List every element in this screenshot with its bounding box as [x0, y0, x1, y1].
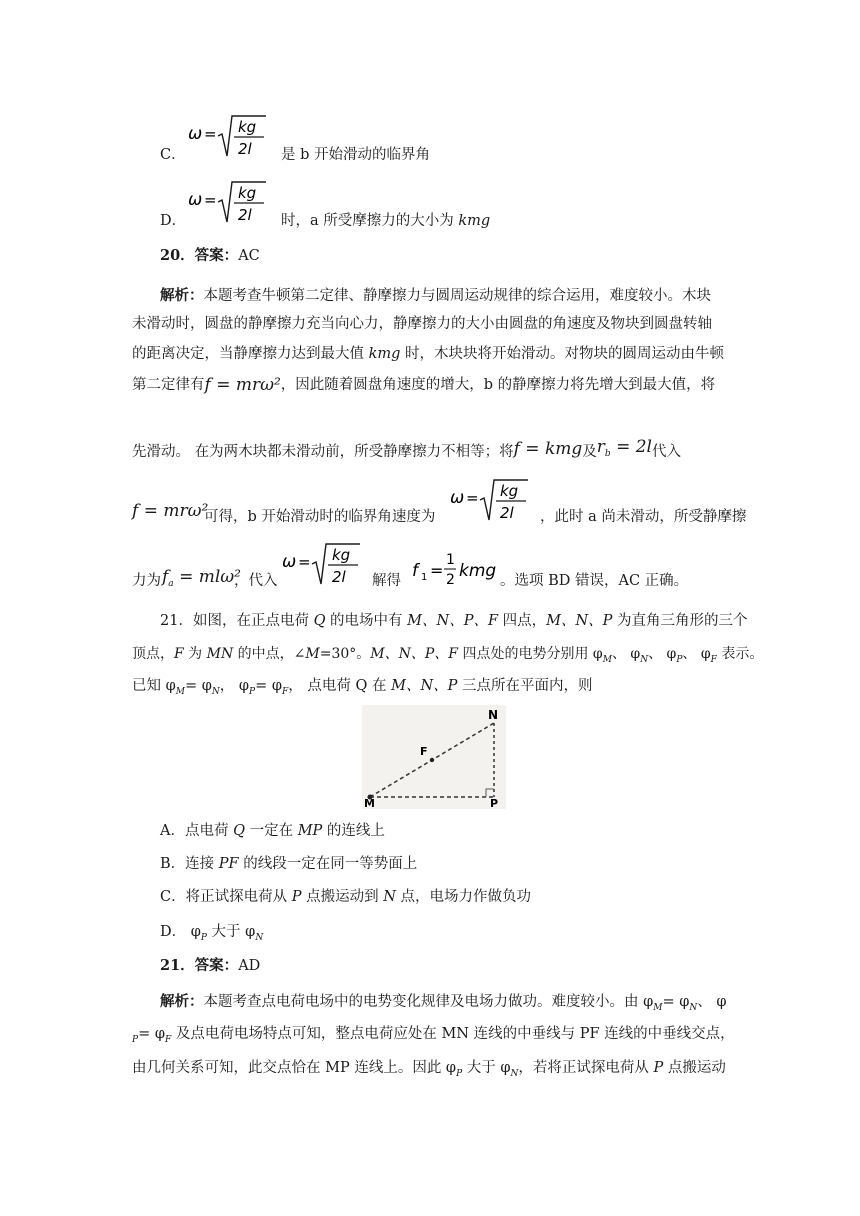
explanation-20-line1: 解析：本题考查牛顿第二定律、静摩擦力与圆周运动规律的综合运用，难度较小。木块 [160, 287, 711, 304]
label-f: F [420, 745, 428, 758]
point-f [430, 758, 434, 762]
svg-text:2: 2 [446, 572, 455, 588]
answer-label: 21．答案： [160, 957, 239, 974]
svg-text:f: f [412, 561, 418, 581]
label-m: M [364, 797, 375, 809]
formula-f-kmg: f = kmg [513, 439, 583, 459]
omega-symbol: ω [188, 190, 203, 210]
svg-text:1: 1 [446, 552, 455, 568]
answer-21 [160, 955, 770, 977]
explanation-20-line3: 的距离决定，当静摩擦力达到最大值 kmg 时，木块块将开始滑动。对物块的圆周运动由牛顿 [132, 346, 725, 362]
svg-text:=: = [298, 553, 311, 571]
numerator: kg [238, 184, 257, 202]
option-c [160, 112, 770, 162]
equals-sign: = [204, 125, 217, 143]
svg-text:2l: 2l [332, 568, 346, 586]
label-p: P [490, 797, 499, 809]
option-label: D． [160, 213, 187, 229]
formula-omega-sqrt [280, 540, 372, 590]
option-21-b: B．连接 PF 的线段一定在同一等势面上 [160, 856, 418, 872]
formula-omega-sqrt [448, 476, 540, 526]
svg-text:=: = [430, 561, 444, 580]
triangle-figure [362, 705, 506, 809]
explanation-21-line3: 由几何关系可知，此交点恰在 MP 连线上。因此 $\varphi_P$ 大于 $\varphi_N$，若将正试探电荷从 P 点搬运动 [132, 1060, 726, 1079]
explanation-21-line2: $_P= \varphi_F$ 及点电荷电场特点可知，整点电荷应处在 MN 连线的中垂线与 PF 连线的中垂线交点， [132, 1026, 735, 1045]
question-21-line3: 已知 $\varphi_M= \varphi_N$， $\varphi_P= \varphi_F$， 点电荷 Q 在 M、N、P 三点所在平面内，则 [132, 678, 593, 697]
option-21-a: A．点电荷 Q 一定在 MP 的连线上 [160, 823, 385, 839]
question-21-line2: 顶点，F 为 MN 的中点，∠M=30°。M、N、P、F 四点处的电势分别用 $\varphi_M$、 $\varphi_N$、 $\varphi_P$、 $\varphi_F$ 表示。 [132, 646, 764, 665]
explanation-20-line4: 第二定律有f = mrω²，因此随着圆盘角速度的增大，b 的静摩擦力将先增大到最大值，将 [132, 375, 716, 395]
explanation-20-line2: 未滑动时，圆盘的静摩擦力充当向心力，静摩擦力的大小由圆盘的角速度及物块到圆盘转轴 [132, 316, 712, 332]
formula-rb: $r_b = 2l$ [596, 437, 652, 459]
svg-text:kg: kg [500, 482, 519, 500]
answer-20 [160, 245, 770, 267]
svg-text:kmg: kmg [459, 561, 497, 581]
denominator: 2l [238, 140, 252, 158]
formula-fa: $f_a = ml\omega^2$ [162, 567, 241, 589]
explanation-20-line5: 先滑动。 在为两木块都未滑动前，所受静摩擦力不相等；将f = kmg及$r_b = 2l$代入 [132, 436, 742, 465]
svg-text:1: 1 [421, 572, 428, 583]
omega-symbol: ω [188, 124, 203, 144]
answer-value: AD [238, 958, 261, 974]
explanation-20-line7: 力为 $f_a = ml\omega^2$ ，代入 ω = kg 2l 解得 f 1 = 1 2 kmg 。选项 BD 错误，AC 正确。 [132, 540, 742, 590]
label-n: N [488, 708, 499, 722]
formula-omega-sqrt [186, 178, 278, 228]
question-21-line1: 21．如图，在正点电荷 Q 的电场中有 M、N、P、F 四点，M、N、P 为直角三角形的三个 [160, 613, 748, 629]
denominator: 2l [238, 206, 252, 224]
svg-text:kg: kg [332, 546, 351, 564]
option-d-text: 时，a 所受摩擦力的大小为 kmg [281, 213, 491, 229]
option-d [160, 178, 770, 228]
svg-text:2l: 2l [500, 504, 514, 522]
svg-text:ω: ω [282, 552, 297, 572]
option-label: C． [160, 147, 186, 163]
svg-text:=: = [466, 489, 479, 507]
formula-f-mr-omega: f = mrω² [132, 501, 209, 521]
formula-omega-sqrt [186, 112, 278, 162]
svg-text:ω: ω [450, 488, 465, 508]
formula-f1-half-kmg [410, 548, 500, 588]
option-21-d: D． $\varphi_P$ 大于 $\varphi_N$ [160, 924, 264, 943]
explanation-21-line1: 解析：本题考查点电荷电场中的电势变化规律及电场力做功。难度较小。由 $\varphi_M= \varphi_N$、 φ [160, 993, 727, 1013]
numerator: kg [238, 118, 257, 136]
option-c-text: 是 b 开始滑动的临界角 [281, 147, 430, 163]
answer-label: 20．答案： [160, 247, 239, 264]
answer-value: AC [238, 248, 260, 264]
explanation-20-line6: f = mrω² 可得，b 开始滑动时的临界角速度为 ω = kg 2l ，此时 a 尚未滑动，所受静摩擦 [132, 488, 742, 538]
formula-f-mr-omega: f = mrω² [204, 375, 281, 395]
option-21-c: C．将正试探电荷从 P 点搬运动到 N 点，电场力作做负功 [160, 889, 531, 905]
equals-sign: = [204, 191, 217, 209]
